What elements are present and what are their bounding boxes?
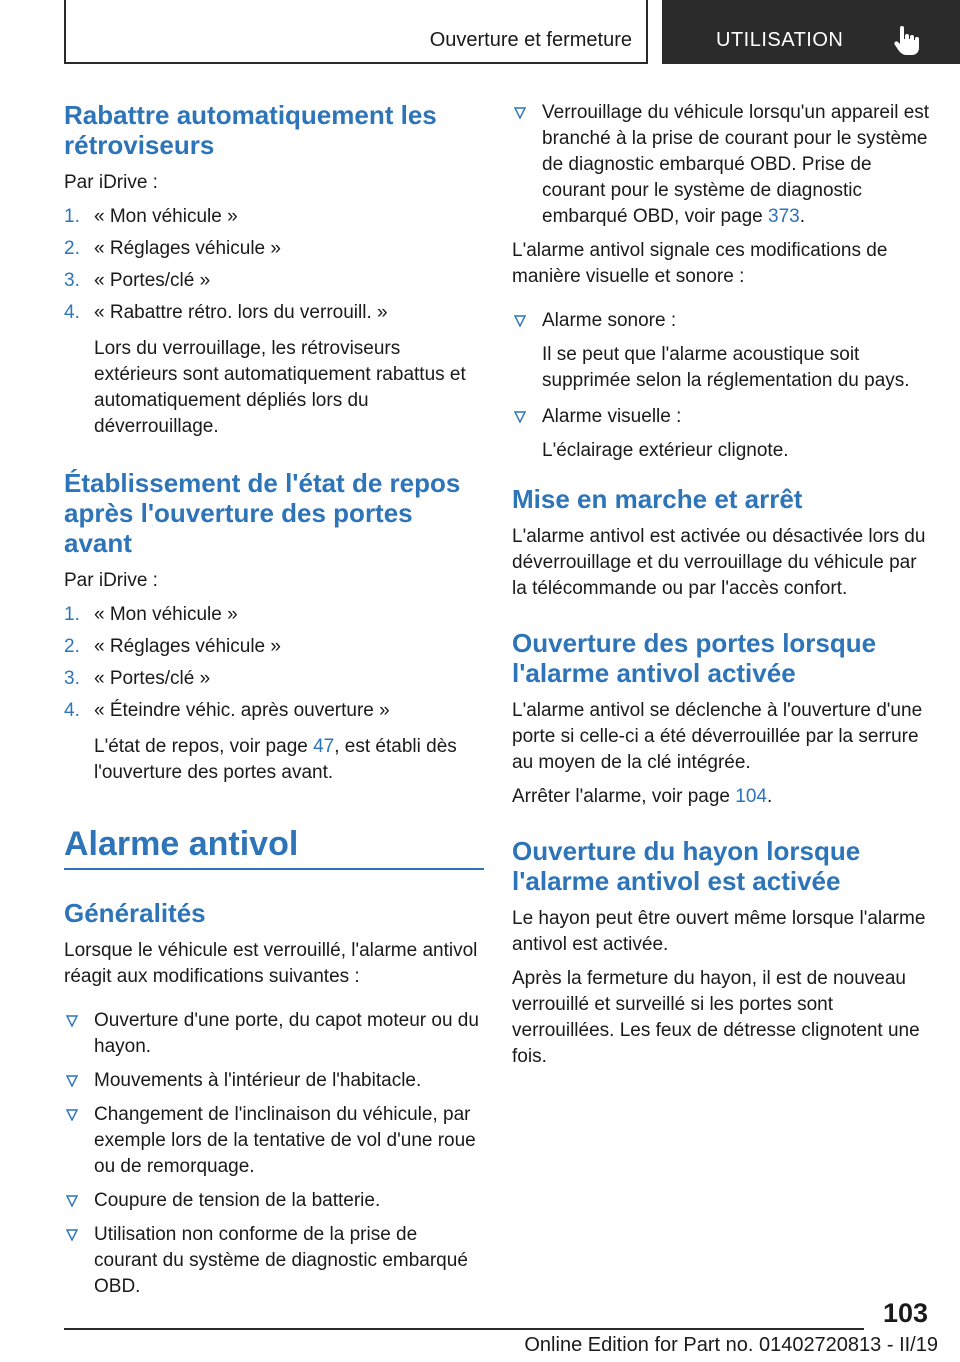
doors-text: L'alarme antivol se déclenche à l'ouverture d'une porte si celle-ci a été déverrouillée par la serrure au moyen de la clé intégrée. <box>512 700 923 773</box>
step-text: « Éteindre véhic. après ouverture » <box>94 700 390 721</box>
chapter-title: Alarme antivol <box>64 824 484 870</box>
header-title: Ouverture et fermeture <box>429 29 632 51</box>
list-item <box>64 300 484 326</box>
page-number: 103 <box>882 1298 928 1328</box>
step-number: 1. <box>64 604 80 625</box>
step-text: « Réglages véhicule » <box>94 636 281 657</box>
page-link-104[interactable]: 104 <box>735 786 767 807</box>
list-item: Ouverture d'une porte, du capot moteur ou du hayon. <box>64 1008 484 1060</box>
step-text: « Rabattre rétro. lors du verrouill. » <box>94 302 388 323</box>
section-title-on-off: Mise en marche et arrêt <box>512 484 803 514</box>
footer-divider <box>64 1328 864 1330</box>
step-number: 4. <box>64 700 80 721</box>
signal-text: L'alarme antivol signale ces modifications de manière visuelle et sonore : <box>512 240 888 287</box>
list-item: Alarme visuelle : <box>512 404 932 430</box>
stop-alarm-text: Arrêter l'alarme, voir page 104. <box>512 786 773 807</box>
header-section-box <box>662 0 960 64</box>
triangle-bullet-icon <box>66 1109 78 1121</box>
step-number: 4. <box>64 302 80 323</box>
step-number: 2. <box>64 238 80 259</box>
step-text: « Mon véhicule » <box>94 206 238 227</box>
section-title-mirrors: Rabattre automatiquement les rétroviseurs <box>64 100 437 160</box>
list-item: Utilisation non conforme de la prise de courant du système de diagnostic embarqué OBD. <box>64 1222 484 1300</box>
section-title-tailgate: Ouverture du hayon lorsque l'alarme antivol est activée <box>512 836 861 896</box>
footer-edition: Online Edition for Part no. 01402720813 - II/19 <box>524 1334 938 1356</box>
steps-list-mirrors <box>64 204 484 326</box>
list-item <box>64 698 484 724</box>
list-item <box>64 634 484 660</box>
triangle-bullet-icon <box>514 411 526 423</box>
list-item <box>64 204 484 230</box>
triangle-bullet-icon <box>514 107 526 119</box>
page-link-47[interactable]: 47 <box>313 736 335 757</box>
idrive-intro: Par iDrive : <box>64 570 158 591</box>
pointing-hand-icon <box>894 26 920 56</box>
mirrors-note: Lors du verrouillage, les rétroviseurs extérieurs sont automatiquement rabattus et automatiquement dépliés lors du déverrouillage. <box>94 338 466 437</box>
page-link-373[interactable]: 373 <box>768 206 800 227</box>
triangle-bullet-icon <box>66 1075 78 1087</box>
step-text: « Portes/clé » <box>94 668 211 689</box>
list-item: Verrouillage du véhicule lorsqu'un appareil est branché à la prise de courant pour le système de diagnostic embarqué OBD. Prise de courant pour le système de diagnostic embarqué OBD, voir page 373. <box>512 100 932 230</box>
idrive-intro: Par iDrive : <box>64 172 158 193</box>
section-title-rest-state: Établissement de l'état de repos après l'ouverture des portes avant <box>64 468 461 558</box>
list-item <box>64 666 484 692</box>
list-item: Mouvements à l'intérieur de l'habitacle. <box>64 1068 484 1094</box>
step-text: « Réglages véhicule » <box>94 238 281 259</box>
rest-state-note: L'état de repos, voir page 47, est établi dès l'ouverture des portes avant. <box>94 736 457 783</box>
step-number: 3. <box>64 668 80 689</box>
general-intro: Lorsque le véhicule est verrouillé, l'alarme antivol réagit aux modifications suivantes : <box>64 940 478 987</box>
right-column <box>512 100 932 1078</box>
on-off-text: L'alarme antivol est activée ou désactivée lors du déverrouillage et du verrouillage du véhicule par la télécommande ou par l'accès confort. <box>512 526 926 599</box>
triangle-bullet-icon <box>66 1195 78 1207</box>
step-number: 1. <box>64 206 80 227</box>
left-column <box>64 100 484 1308</box>
triangle-bullet-icon <box>514 315 526 327</box>
visual-note: L'éclairage extérieur clignote. <box>542 440 789 461</box>
list-item <box>64 268 484 294</box>
step-number: 3. <box>64 270 80 291</box>
steps-list-rest-state <box>64 602 484 724</box>
bullet-list-general <box>64 1008 484 1300</box>
step-number: 2. <box>64 636 80 657</box>
list-item: Coupure de tension de la batterie. <box>64 1188 484 1214</box>
tailgate-text-1: Le hayon peut être ouvert même lorsque l'alarme antivol est activée. <box>512 908 926 955</box>
section-title-general: Généralités <box>64 898 206 928</box>
triangle-bullet-icon <box>66 1015 78 1027</box>
header-section: UTILISATION <box>716 29 844 51</box>
list-item <box>64 602 484 628</box>
section-title-doors: Ouverture des portes lorsque l'alarme antivol activée <box>512 628 877 688</box>
list-item <box>64 236 484 262</box>
list-item: Alarme sonore : <box>512 308 932 334</box>
step-text: « Mon véhicule » <box>94 604 238 625</box>
sound-note: Il se peut que l'alarme acoustique soit supprimée selon la réglementation du pays. <box>542 344 910 391</box>
list-item: Changement de l'inclinaison du véhicule, par exemple lors de la tentative de vol d'une roue ou de remorquage. <box>64 1102 484 1180</box>
tailgate-text-2: Après la fermeture du hayon, il est de nouveau verrouillé et surveillé si les portes sont verrouillées. Les feux de détresse clignotent une fois. <box>512 968 920 1067</box>
step-text: « Portes/clé » <box>94 270 211 291</box>
header-chapter-box <box>64 0 648 64</box>
triangle-bullet-icon <box>66 1229 78 1241</box>
